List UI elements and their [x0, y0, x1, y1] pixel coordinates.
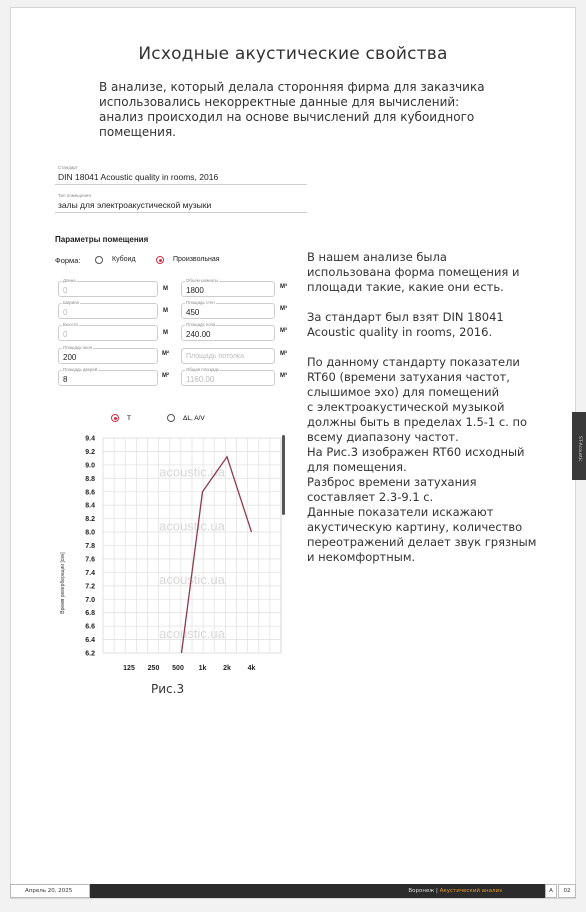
text-line: За стандарт был взят DIN 18041 — [307, 310, 504, 324]
footer-date: Апрель 20, 2025 — [10, 884, 90, 898]
windows-area-unit: М² — [162, 351, 169, 357]
y-tick-label: 7.4 — [85, 569, 95, 577]
standard-value: DIN 18041 Acoustic quality in rooms, 2016 — [58, 172, 219, 182]
chart-scrollbar — [282, 435, 285, 515]
text-line: переотражений делает звук грязным — [307, 535, 537, 549]
total-area-label: Общая площадь — [186, 367, 220, 372]
windows-area-value: 200 — [63, 353, 77, 362]
rt60-chart-panel — [55, 406, 305, 706]
page-title: Исходные акустические свойства — [138, 44, 448, 64]
doors-area-input[interactable] — [58, 367, 158, 386]
windows-area-label: Площадь окон — [63, 345, 92, 350]
watermark: acoustic.ua — [159, 464, 225, 480]
volume-unit: М³ — [280, 284, 287, 290]
volume-input[interactable] — [181, 278, 275, 297]
watermark: acoustic.ua — [159, 572, 225, 588]
standard-label: Стандарт — [58, 165, 78, 170]
text-line: и некомфортным. — [307, 550, 416, 564]
text-line: На Рис.3 изображен RT60 исходный — [307, 445, 525, 459]
ceiling-area-input[interactable] — [181, 348, 275, 364]
width-label: Ширина — [63, 300, 79, 305]
x-tick-label: 500 — [172, 665, 184, 672]
height-value: 0 — [63, 330, 68, 339]
room-type-field[interactable] — [55, 194, 307, 213]
chart-toggle — [111, 414, 291, 426]
document-page — [10, 7, 576, 899]
intro-text — [99, 80, 499, 140]
intro-line: В анализе, который делала сторонняя фирма для заказчика — [99, 80, 485, 94]
total-area-value: 1160.00 — [186, 375, 215, 384]
x-tick-label: 125 — [123, 665, 135, 672]
y-tick-label: 9.0 — [85, 462, 95, 470]
total-area-input[interactable] — [181, 367, 275, 386]
toggle-dl-label[interactable]: ΔL, A/V — [183, 415, 205, 422]
length-label: Длина — [63, 278, 76, 283]
page-number: 02 — [558, 884, 576, 898]
y-tick-label: 8.8 — [85, 475, 95, 483]
x-tick-label: 250 — [147, 665, 160, 672]
height-label: Высота — [63, 322, 78, 327]
x-tick-label: 4k — [247, 665, 256, 672]
height-input[interactable] — [58, 322, 158, 341]
footer-section: Воронеж | Акустический анализ — [408, 888, 502, 894]
y-tick-label: 8.4 — [85, 502, 95, 510]
intro-line: помещения. — [99, 125, 176, 139]
footer-bar — [90, 884, 552, 898]
radio-cuboid-label[interactable]: Кубоид — [112, 256, 136, 263]
page-footer — [10, 884, 576, 898]
walls-area-unit: М³ — [280, 306, 287, 312]
toggle-t-icon[interactable] — [111, 414, 119, 422]
watermark: acoustic.ua — [159, 518, 225, 534]
doors-area-unit: М² — [162, 373, 169, 379]
walls-area-value: 450 — [186, 308, 200, 317]
y-tick-label: 7.0 — [85, 596, 95, 604]
floor-area-input[interactable] — [181, 322, 275, 341]
rt60-chart — [55, 428, 305, 698]
text-line: Acoustic quality in rooms, 2016. — [307, 325, 493, 339]
doors-area-label: Площадь дверей — [63, 367, 98, 372]
text-line: Данные показатели искажают — [307, 505, 494, 519]
width-input[interactable] — [58, 300, 158, 319]
text-line: всему диапазону частот. — [307, 430, 459, 444]
volume-value: 1800 — [186, 286, 204, 295]
y-tick-label: 9.2 — [85, 448, 95, 456]
radio-arbitrary-icon[interactable] — [156, 256, 164, 264]
section-title: Параметры помещения — [55, 235, 149, 244]
toggle-dl-icon[interactable] — [167, 414, 175, 422]
ceiling-area-placeholder: Площадь потолка — [186, 353, 245, 360]
walls-area-input[interactable] — [181, 300, 275, 319]
length-input[interactable] — [58, 278, 158, 297]
paragraph-2 — [307, 310, 557, 340]
floor-area-value: 240.00 — [186, 330, 211, 339]
y-tick-label: 7.8 — [85, 543, 95, 550]
y-tick-label: 6.2 — [85, 650, 95, 658]
length-value: 0 — [63, 286, 68, 295]
text-line: для помещения. — [307, 460, 407, 474]
y-tick-label: 7.2 — [85, 583, 95, 591]
y-tick-label: 6.6 — [85, 623, 95, 631]
toggle-t-label[interactable]: T — [127, 415, 131, 422]
height-unit: М — [163, 330, 168, 336]
intro-line: анализ происходил на основе вычислений для кубоидного — [99, 110, 475, 124]
ceiling-area-unit: М³ — [280, 351, 287, 357]
doors-area-value: 8 — [63, 375, 68, 384]
right-column-text — [307, 250, 557, 565]
windows-area-input[interactable] — [58, 345, 158, 364]
length-unit: М — [163, 286, 168, 292]
y-tick-label: 8.0 — [85, 529, 95, 537]
text-line: По данному стандарту показатели — [307, 355, 520, 369]
y-tick-label: 8.6 — [85, 489, 95, 497]
x-tick-label: 1k — [198, 665, 207, 672]
intro-line: использовались некорректные данные для вычислений: — [99, 95, 460, 109]
text-line: с электроакустической музыкой — [307, 400, 505, 414]
text-line: В нашем анализе была — [307, 250, 447, 264]
total-area-unit: М³ — [280, 373, 287, 379]
volume-label: Объем комнаты — [186, 278, 218, 283]
y-tick-label: 6.4 — [85, 637, 95, 645]
text-line: RT60 (времени затухания частот, — [307, 370, 510, 384]
x-tick-label: 2k — [223, 665, 231, 672]
room-type-value: залы для электроакустической музыки — [58, 200, 212, 210]
y-axis-label: Время реверберации [сек] — [60, 552, 66, 614]
text-line: использована форма помещения и — [307, 265, 520, 279]
footer-city: Воронеж — [408, 888, 435, 894]
footer-section-name: Акустический анализ — [439, 888, 502, 894]
radio-arbitrary-label[interactable]: Произвольная — [173, 256, 220, 263]
width-value: 0 — [63, 308, 68, 317]
walls-area-label: Площадь стен — [186, 300, 215, 305]
width-unit: М — [163, 308, 168, 314]
text-line: слышимое эхо) для помещений — [307, 385, 500, 399]
y-tick-label: 8.2 — [85, 516, 95, 524]
text-line: составляет 2.3-9.1 с. — [307, 490, 434, 504]
y-tick-label: 9.4 — [85, 435, 95, 443]
figure-caption: Рис.3 — [151, 682, 185, 696]
y-tick-label: 6.8 — [85, 610, 95, 618]
room-type-label: Тип помещения — [58, 193, 91, 198]
text-line: акустическую картину, количество — [307, 520, 523, 534]
text-line: должны быть в пределах 1.5-1 с. по — [307, 415, 528, 429]
footer-letter: A — [545, 884, 557, 898]
text-line: площади такие, какие они есть. — [307, 280, 504, 294]
text-line: Разброс времени затухания — [307, 475, 477, 489]
shape-label: Форма: — [55, 256, 81, 265]
floor-area-label: Площадь пола — [186, 322, 216, 327]
standard-field[interactable] — [55, 166, 307, 185]
paragraph-1 — [307, 250, 557, 295]
watermark: acoustic.ua — [159, 625, 225, 641]
floor-area-unit: М³ — [280, 328, 287, 334]
side-tab-label: ST-Acoustic — [577, 436, 582, 462]
radio-cuboid-icon[interactable] — [95, 256, 103, 264]
y-tick-label: 7.6 — [85, 556, 95, 564]
side-tab[interactable] — [572, 412, 586, 480]
paragraph-3 — [307, 355, 557, 565]
shape-selector — [55, 256, 307, 268]
